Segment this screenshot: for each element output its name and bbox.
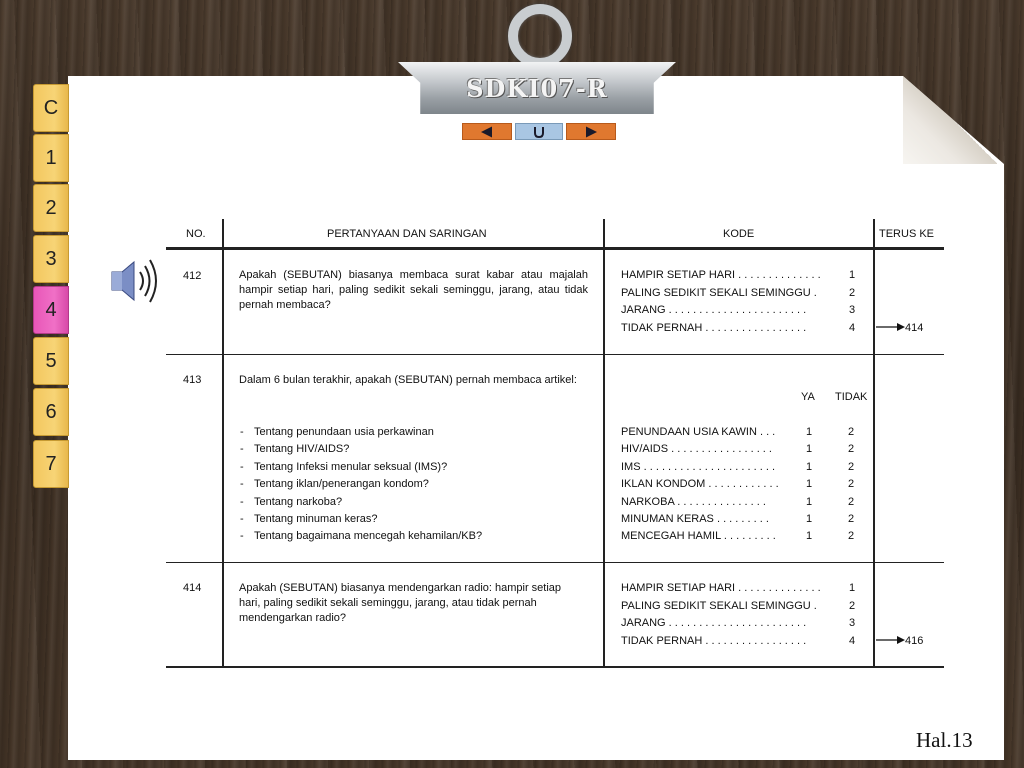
code-tidak: 2: [848, 426, 855, 438]
code-value: 2: [849, 286, 856, 299]
bullet-dash: -: [240, 530, 244, 543]
sub-question: Tentang HIV/AIDS?: [254, 443, 350, 456]
skip-arrow-icon: [876, 322, 906, 332]
header-rule: [166, 247, 944, 250]
code-tidak: 2: [848, 513, 855, 525]
code-value: 2: [849, 599, 856, 612]
right-triangle-icon: [584, 126, 598, 137]
code-value: 3: [849, 304, 856, 316]
code-ya: 1: [806, 530, 813, 543]
sub-question: Tentang penundaan usia perkawinan: [254, 426, 434, 438]
code-value: 3: [849, 617, 856, 629]
tab-c[interactable]: C: [33, 84, 69, 132]
clip-title: SDKI07-R: [466, 74, 608, 103]
question-text: Apakah (SEBUTAN) biasanya membaca surat kabar atau majalah hampir setiap hari, paling sedikit sekali seminggu, jarang, atau tidak pernah membaca?: [239, 269, 588, 311]
column-tidak: TIDAK: [835, 391, 868, 403]
code-label: IKLAN KONDOM . . . . . . . . . . . .: [621, 478, 779, 491]
code-label: PALING SEDIKIT SEKALI SEMINGGU .: [621, 599, 817, 612]
bullet-dash: -: [240, 443, 244, 456]
table-bottom-rule: [166, 666, 944, 668]
code-label: TIDAK PERNAH . . . . . . . . . . . . . . . . .: [621, 634, 807, 647]
code-label: NARKOBA . . . . . . . . . . . . . . .: [621, 495, 766, 508]
code-label: TIDAK PERNAH . . . . . . . . . . . . . . . . .: [621, 321, 807, 334]
code-label: MENCEGAH HAMIL . . . . . . . . .: [621, 530, 776, 543]
tab-2[interactable]: 2: [33, 184, 69, 232]
page-curl: [903, 76, 1004, 164]
question-text: Dalam 6 bulan terakhir, apakah (SEBUTAN) pernah membaca artikel:: [239, 374, 577, 386]
column-divider: [222, 219, 224, 667]
question-text: Apakah (SEBUTAN) biasanya mendengarkan radio: hampir setiap hari, paling sedikit sekali seminggu, jarang, atau tidak pernah mendengarkan radio?: [239, 582, 562, 624]
bullet-dash: -: [240, 478, 244, 491]
code-label: IMS . . . . . . . . . . . . . . . . . . . . . .: [621, 460, 776, 473]
column-ya: YA: [801, 391, 815, 403]
skip-target: 416: [905, 635, 924, 647]
header-code: KODE: [723, 228, 755, 240]
tab-1[interactable]: 1: [33, 134, 69, 182]
code-label: HAMPIR SETIAP HARI . . . . . . . . . . . . . .: [621, 269, 821, 281]
question-number: 413: [183, 374, 202, 386]
code-ya: 1: [806, 443, 813, 456]
left-triangle-icon: [480, 126, 494, 137]
code-tidak: 2: [848, 460, 855, 473]
question-number: 412: [183, 270, 202, 282]
code-value: 1: [849, 269, 856, 281]
skip-arrow-icon: [876, 635, 906, 645]
skip-target: 414: [905, 322, 924, 334]
speaker-icon[interactable]: [110, 254, 164, 313]
sub-question: Tentang iklan/penerangan kondom?: [254, 478, 429, 491]
code-label: PALING SEDIKIT SEKALI SEMINGGU .: [621, 286, 817, 299]
sub-question: Tentang minuman keras?: [254, 513, 378, 525]
code-ya: 1: [806, 513, 813, 525]
return-icon: [532, 126, 546, 138]
header-no: NO.: [186, 228, 206, 240]
bullet-dash: -: [240, 495, 244, 508]
code-tidak: 2: [848, 443, 855, 456]
question-number: 414: [183, 582, 202, 594]
sub-question: Tentang bagaimana mencegah kehamilan/KB?: [254, 530, 483, 543]
tab-6[interactable]: 6: [33, 388, 69, 436]
bullet-dash: -: [240, 513, 244, 525]
sub-question: Tentang Infeksi menular seksual (IMS)?: [254, 460, 448, 473]
return-button[interactable]: [515, 123, 563, 140]
code-value: 4: [849, 634, 856, 647]
code-value: 1: [849, 582, 856, 594]
next-button[interactable]: [566, 123, 616, 140]
code-label: HIV/AIDS . . . . . . . . . . . . . . . . .: [621, 443, 772, 456]
code-ya: 1: [806, 460, 813, 473]
code-value: 4: [849, 321, 856, 334]
column-divider: [873, 219, 875, 667]
tab-7[interactable]: 7: [33, 440, 69, 488]
page-label: Hal.13: [916, 728, 973, 752]
row-divider: [166, 354, 944, 355]
column-divider: [603, 219, 605, 667]
code-tidak: 2: [848, 495, 855, 508]
code-label: MINUMAN KERAS . . . . . . . . .: [621, 513, 769, 525]
paper-sheet: [68, 76, 1004, 760]
code-label: JARANG . . . . . . . . . . . . . . . . . . . . . . .: [621, 304, 807, 316]
row-divider: [166, 562, 944, 563]
prev-button[interactable]: [462, 123, 512, 140]
code-ya: 1: [806, 478, 813, 491]
tab-4[interactable]: 4: [33, 286, 69, 334]
sub-question: Tentang narkoba?: [254, 495, 343, 508]
header-skip: TERUS KE: [879, 228, 935, 240]
tab-3[interactable]: 3: [33, 235, 69, 283]
code-ya: 1: [806, 495, 813, 508]
code-ya: 1: [806, 426, 813, 438]
header-question: PERTANYAAN DAN SARINGAN: [327, 228, 487, 240]
clip-ring: [508, 4, 572, 68]
tab-5[interactable]: 5: [33, 337, 69, 385]
code-label: PENUNDAAN USIA KAWIN . . .: [621, 426, 776, 438]
bullet-dash: -: [240, 460, 244, 473]
code-label: HAMPIR SETIAP HARI . . . . . . . . . . . . . .: [621, 582, 821, 594]
code-label: JARANG . . . . . . . . . . . . . . . . . . . . . . .: [621, 617, 807, 629]
code-tidak: 2: [848, 530, 855, 543]
code-tidak: 2: [848, 478, 855, 491]
bullet-dash: -: [240, 426, 244, 438]
